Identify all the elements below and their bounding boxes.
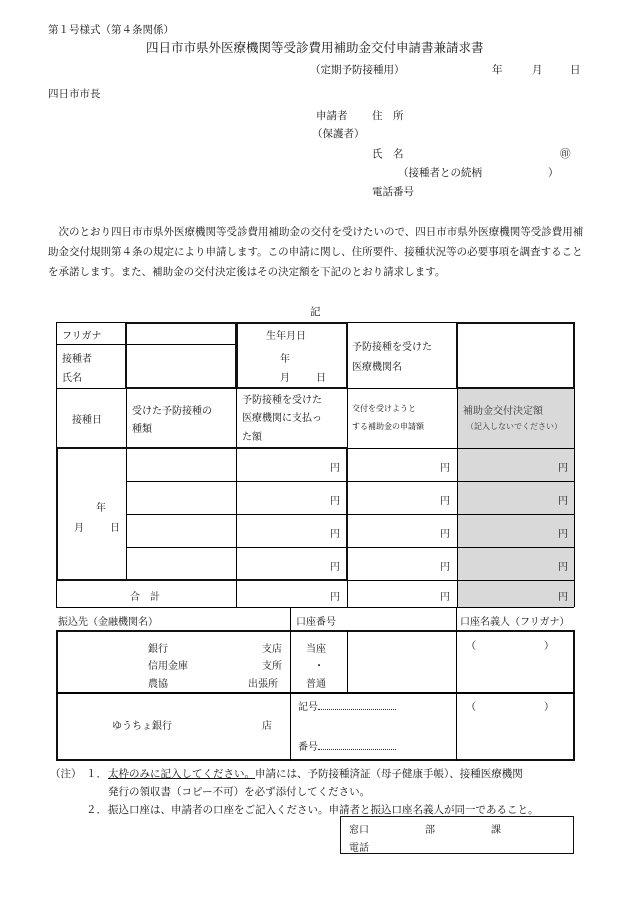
- col-decision-note: （記入しないでください）: [466, 422, 562, 431]
- yen-total-paid: 円: [330, 592, 340, 603]
- yen-total-request: 円: [440, 592, 450, 603]
- bank-destination-label: 振込先（金融機関名）: [58, 617, 158, 628]
- number-label: 番号: [298, 738, 396, 753]
- clinic-label: 予防接種を受けた: [352, 342, 432, 353]
- recipient-name-label-2: 氏名: [62, 373, 82, 384]
- relationship-close: ）: [548, 167, 559, 179]
- decision-column-shade: [457, 448, 574, 607]
- yen-decision-2: 円: [558, 496, 568, 507]
- relationship-label: （接種者との続柄: [398, 167, 482, 179]
- holder-paren-close-2: ）: [544, 702, 554, 713]
- yen-request-2: 円: [440, 496, 450, 507]
- birth-year-label: 年: [280, 354, 290, 365]
- yucho-bank-label: ゆうちょ銀行: [112, 721, 172, 732]
- yen-request-1: 円: [440, 463, 450, 474]
- account-number-label: 口座番号: [296, 617, 336, 628]
- form-title: 四日市市県外医療機関等受診費用補助金交付申請書兼請求書: [146, 40, 484, 55]
- yen-paid-3: 円: [330, 529, 340, 540]
- yen-decision-3: 円: [558, 529, 568, 540]
- office-window-label: 窓口: [349, 825, 369, 836]
- birthdate-label: 生年月日: [266, 331, 306, 342]
- applicant-label: 申請者: [316, 110, 348, 122]
- form-subtitle: （定期予防接種用）: [310, 64, 405, 76]
- col-amount-paid-2: 医療機関に支払っ: [242, 413, 322, 424]
- total-label: 合 計: [130, 592, 160, 603]
- seal-icon: ㊞: [560, 148, 571, 160]
- addressee: 四日市市長: [48, 88, 101, 100]
- note-2-text: 振込口座は、申請者の口座をご記入ください。申請者と振込口座名義人が同一であること。: [108, 804, 539, 816]
- entry-year-label: 年: [96, 503, 106, 514]
- yucho-store-label: 店: [262, 721, 272, 732]
- form-number: 第１号様式（第４条関係）: [48, 24, 174, 36]
- col-amount-paid-3: た額: [242, 432, 262, 443]
- office-phone-label: 電話: [349, 843, 369, 854]
- recipient-name-label: 接種者: [62, 354, 92, 365]
- birth-day-label: 日: [316, 373, 326, 384]
- note-2-number: ２．: [86, 804, 107, 816]
- note-label: （注）: [50, 768, 82, 780]
- branch-store-label: 支店: [262, 644, 282, 655]
- holder-paren-close: ）: [544, 641, 554, 652]
- name-label: 氏 名: [372, 148, 404, 160]
- yen-request-3: 円: [440, 529, 450, 540]
- holder-paren-open-2: （: [466, 702, 476, 713]
- clinic-name-box[interactable]: [456, 322, 575, 389]
- date-year-label: 年: [492, 64, 503, 76]
- office-department-label: 部: [425, 825, 435, 836]
- office-section-label: 課: [491, 825, 501, 836]
- birth-month-label: 月: [280, 373, 290, 384]
- nokyo-label: 農協: [148, 679, 168, 690]
- col-amount-paid: 予防接種を受けた: [242, 395, 322, 406]
- col-request-amount-2: する補助金の申請額: [352, 422, 424, 431]
- account-holder-label: 口座名義人（フリガナ）: [460, 617, 570, 628]
- col-request-amount: 交付を受けようと: [352, 404, 416, 413]
- date-day-label: 日: [570, 64, 581, 76]
- phone-label: 電話番号: [372, 186, 414, 198]
- col-vaccine-type: 受けた予防接種の: [132, 406, 212, 417]
- ki-label: 記: [310, 306, 321, 318]
- note-1-number: １．: [86, 768, 107, 780]
- recipient-name-box[interactable]: [125, 322, 237, 389]
- yen-request-4: 円: [440, 562, 450, 573]
- clinic-label-2: 医療機関名: [352, 362, 402, 373]
- entry-day-label: 日: [110, 523, 120, 534]
- bank-label: 銀行: [148, 644, 168, 655]
- col-vaccine-type-2: 種類: [132, 424, 152, 435]
- furigana-label: フリガナ: [62, 331, 102, 342]
- yen-paid-4: 円: [330, 562, 340, 573]
- yen-decision-1: 円: [558, 463, 568, 474]
- yen-paid-2: 円: [330, 496, 340, 507]
- ordinary-account-label: 普通: [306, 679, 326, 690]
- col-vaccination-date: 接種日: [72, 415, 102, 426]
- holder-paren-open: （: [466, 641, 476, 652]
- symbol-label: 記号: [298, 698, 396, 713]
- note-1-text: 太枠のみに記入してください。申請には、予防接種済証（母子健康手帳）、接種医療機関: [108, 768, 523, 780]
- note-1-line2: 発行の領収書（コピー不可）を必ず添付してください。: [108, 786, 371, 798]
- yen-total-decision: 円: [558, 592, 568, 603]
- decision-header-shade: [457, 388, 574, 448]
- branch-office-label: 支所: [262, 661, 282, 672]
- guardian-label: （保護者）: [312, 128, 365, 140]
- current-account-label: 当座: [306, 644, 326, 655]
- shinkin-label: 信用金庫: [148, 661, 188, 672]
- separator-dot: ・: [314, 661, 324, 672]
- yen-paid-1: 円: [330, 463, 340, 474]
- office-use-box: [340, 816, 574, 854]
- col-decision-amount: 補助金交付決定額: [463, 406, 543, 417]
- vaccination-entry-box[interactable]: [56, 447, 348, 581]
- date-month-label: 月: [532, 64, 543, 76]
- address-label: 住 所: [372, 110, 404, 122]
- branch-outlet-label: 出張所: [248, 679, 278, 690]
- yen-decision-4: 円: [558, 562, 568, 573]
- entry-month-label: 月: [74, 523, 84, 534]
- application-statement: 次のとおり四日市市県外医療機関等受診費用補助金の交付を受けたいので、四日市市県外医療機関等受診費用補助金交付規則第４条の規定により申請します。この申請に関し、住所要件、接種状況等の必要事項を調査することを承諾します。また、補助金の交付決定後はその決定額を下記のとおり請求します。: [48, 226, 584, 278]
